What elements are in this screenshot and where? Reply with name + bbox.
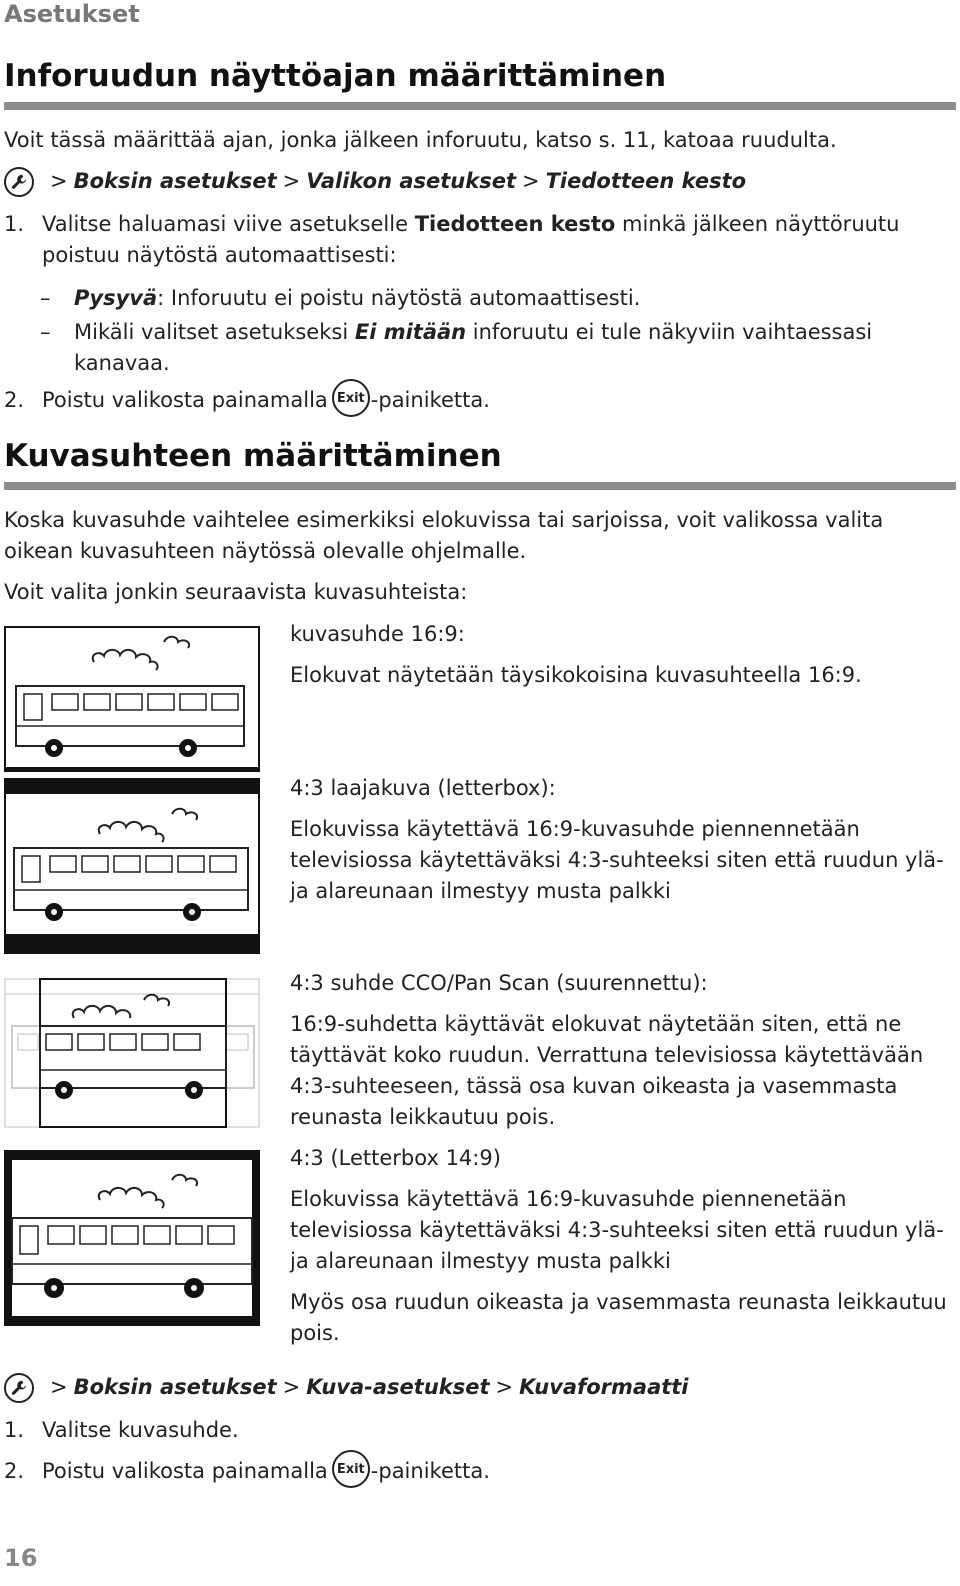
format-name: kuvasuhde 16:9: [290, 622, 465, 646]
option-term: Pysyvä [74, 286, 158, 310]
format-description: Elokuvissa käytettävä 16:9-kuvasuhde piennennetään televisiossa käytettäväksi 4:3-suhteeksi siten että ruudun ylä- ja alareunaan ilmestyy musta palkki [290, 817, 944, 903]
section1-intro: Voit tässä määrittää ajan, jonka jälkeen inforuutu, katso s. 11, katoaa ruudulta. [4, 128, 837, 152]
option-persistent [40, 283, 940, 314]
format-name: 4:3 (Letterbox 14:9) [290, 1146, 501, 1170]
format-description-extra: Myös osa ruudun oikeasta ja vasemmasta reunasta leikkautuu pois. [290, 1290, 947, 1345]
path-separator: > [521, 169, 540, 193]
format-name: 4:3 suhde CCO/Pan Scan (suurennettu): [290, 971, 708, 995]
step-text: Poistu valikosta painamalla [42, 388, 328, 412]
wrench-icon [4, 1373, 34, 1403]
step-text: -painiketta. [370, 1459, 490, 1483]
step-text: minkä jälkeen näyttöruutu poistuu näytöstä automaattisesti: [42, 212, 900, 267]
option-text: inforuutu ei tule näkyviin vaihtaessasi kanavaa. [74, 320, 873, 375]
section2-title: Kuvasuhteen määrittäminen [4, 438, 502, 474]
section2-intro: Koska kuvasuhde vaihtelee esimerkiksi elokuvissa tai sarjoissa, voit valikossa valita oikean kuvasuhteen näytössä olevalle ohjelmalle. [4, 508, 884, 563]
title-rule [4, 482, 956, 490]
path-item: Kuva-asetukset [306, 1375, 490, 1399]
format-description: Elokuvissa käytettävä 16:9-kuvasuhde piennenetään televisiossa käytettäväksi 4:3-suhteeksi siten että ruudun ylä- ja alareunaan ilmestyy musta palkki [290, 1187, 944, 1273]
step-number: 1. [4, 1418, 25, 1442]
step-number: 2. [4, 388, 25, 412]
step-2 [4, 385, 904, 417]
path-item: Boksin asetukset [73, 169, 277, 193]
aspect-letterbox-illustration [4, 778, 260, 954]
exit-button-icon: Exit [332, 379, 370, 417]
exit-button-icon: Exit [332, 1450, 370, 1488]
wrench-icon [4, 167, 34, 197]
aspect-16-9-illustration [4, 626, 260, 772]
step-number: 2. [4, 1459, 25, 1483]
page-number: 16 [4, 1544, 38, 1572]
option-none [40, 317, 920, 379]
step-text: Valitse kuvasuhde. [42, 1418, 239, 1442]
option-text: Mikäli valitset asetukseksi [74, 320, 355, 344]
menu-path-2 [4, 1372, 689, 1403]
title-rule [4, 102, 956, 110]
path-separator: > [282, 169, 301, 193]
dash-bullet: – [40, 320, 51, 344]
step-text: Poistu valikosta painamalla [42, 1459, 328, 1483]
setting-name: Tiedotteen kesto [414, 212, 616, 236]
path-item: Boksin asetukset [73, 1375, 277, 1399]
format-description: Elokuvat näytetään täysikokoisina kuvasuhteella 16:9. [290, 663, 862, 687]
path-separator: > [50, 169, 68, 193]
option-term: Ei mitään [354, 320, 467, 344]
step-2 [4, 1456, 904, 1488]
path-separator: > [495, 1375, 514, 1399]
section1-title: Inforuudun näyttöajan määrittäminen [4, 58, 667, 94]
step-number: 1. [4, 212, 25, 236]
format-description: 16:9-suhdetta käyttävät elokuvat näytetään siten, että ne täyttävät koko ruudun. Verrattuna televisiossa käytettävään 4:3-suhteeseen, tässä osa kuvan oikeasta ja vasemmasta reunasta leikkautuu pois. [290, 1012, 924, 1129]
path-item: Tiedotteen kesto [545, 169, 747, 193]
aspect-14-9-illustration [4, 1150, 260, 1326]
section2-intro-2: Voit valita jonkin seuraavista kuvasuhteista: [4, 580, 468, 604]
section-header-label: Asetukset [4, 0, 140, 28]
option-text: : Inforuutu ei poistu näytöstä automaattisesti. [157, 286, 641, 310]
step-1 [4, 209, 914, 271]
step-text: Valitse haluamasi viive asetukselle [42, 212, 415, 236]
aspect-pan-scan-illustration [4, 978, 260, 1128]
path-separator: > [50, 1375, 68, 1399]
path-item: Kuvaformaatti [519, 1375, 689, 1399]
step-text: -painiketta. [370, 388, 490, 412]
menu-path-1 [4, 166, 746, 197]
format-name: 4:3 laajakuva (letterbox): [290, 776, 556, 800]
path-separator: > [282, 1375, 301, 1399]
step-1 [4, 1415, 904, 1446]
dash-bullet: – [40, 286, 51, 310]
path-item: Valikon asetukset [306, 169, 516, 193]
